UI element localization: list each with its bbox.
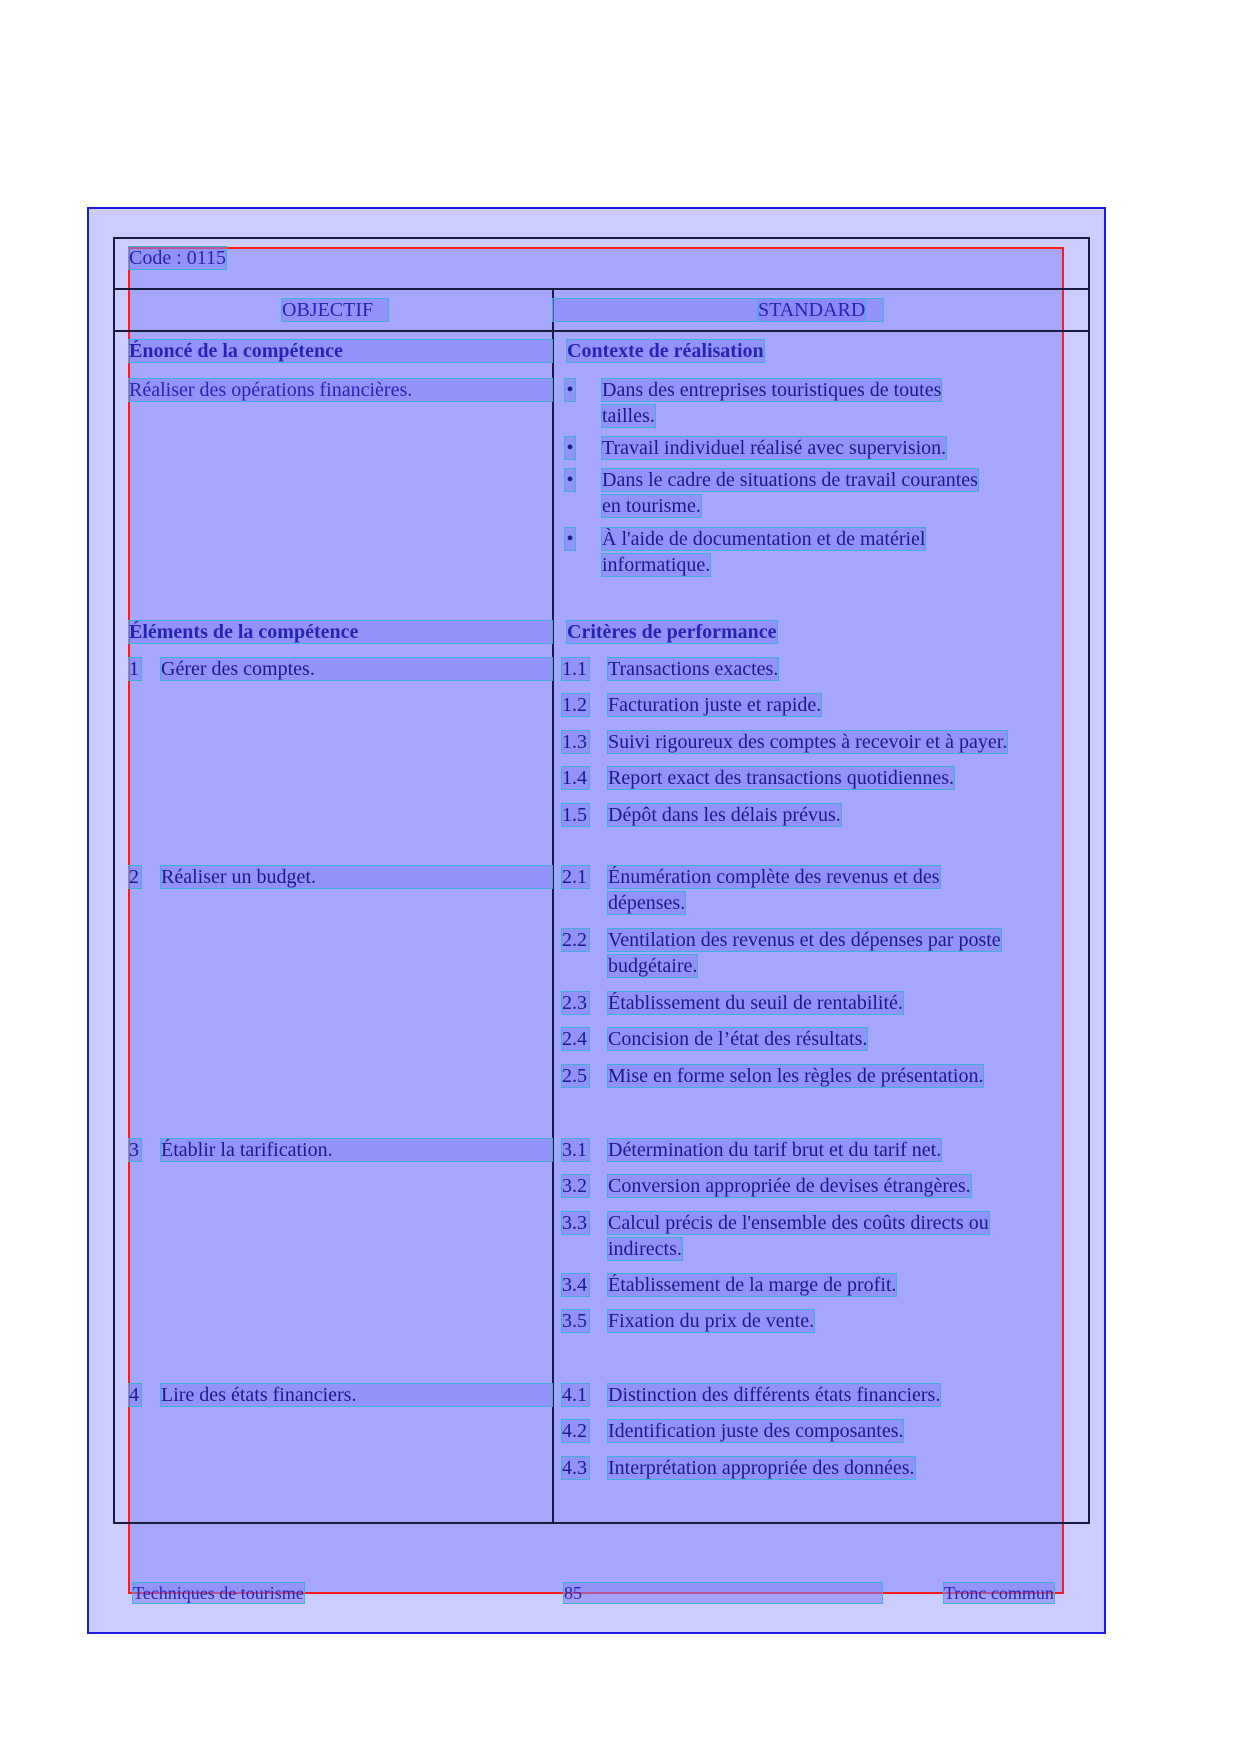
element-text: Lire des états financiers. bbox=[161, 1384, 552, 1406]
element-item bbox=[129, 1384, 552, 1408]
criterion-number: 1.4 bbox=[562, 767, 587, 789]
criterion-number: 3.1 bbox=[562, 1139, 587, 1161]
bullet-dot: • bbox=[566, 379, 574, 401]
criterion-text: Distinction des différents états financiers. bbox=[608, 1384, 941, 1406]
column-divider bbox=[552, 290, 554, 1523]
contexte-title: Contexte de réalisation bbox=[567, 340, 764, 362]
header-objectif: OBJECTIF bbox=[282, 299, 388, 321]
criterion-number: 3.4 bbox=[562, 1274, 587, 1296]
criterion-text: Interprétation appropriée des données. bbox=[608, 1457, 915, 1479]
table-border-left bbox=[113, 237, 115, 1524]
criterion-number: 1.2 bbox=[562, 694, 587, 716]
elements-title: Éléments de la compétence bbox=[129, 621, 552, 643]
bullet-text: Dans des entreprises touristiques de toutes bbox=[602, 379, 942, 401]
criterion-text: Transactions exactes. bbox=[608, 658, 779, 680]
criterion-text: Report exact des transactions quotidiennes. bbox=[608, 767, 955, 789]
criterion-number: 3.2 bbox=[562, 1175, 587, 1197]
element-item bbox=[129, 866, 552, 890]
bullet-text-continued: tailles. bbox=[602, 405, 655, 427]
footer-center: 85 bbox=[564, 1583, 882, 1603]
criterion-number: 3.3 bbox=[562, 1212, 587, 1234]
criterion-number: 2.4 bbox=[562, 1028, 587, 1050]
bullet-text-continued: en tourisme. bbox=[602, 495, 701, 517]
criterion-number: 4.2 bbox=[562, 1420, 587, 1442]
bullet-dot: • bbox=[566, 437, 574, 459]
table-border-right bbox=[1088, 237, 1090, 1524]
footer-left: Techniques de tourisme bbox=[133, 1583, 304, 1603]
bullet-text: Travail individuel réalisé avec supervision. bbox=[602, 437, 947, 459]
criterion-text: Calcul précis de l'ensemble des coûts directs ou bbox=[608, 1212, 989, 1234]
criterion-text: Concision de l’état des résultats. bbox=[608, 1028, 868, 1050]
criterion-text: Fixation du prix de vente. bbox=[608, 1310, 815, 1332]
header-standard: STANDARD bbox=[758, 299, 866, 321]
criterion-number: 4.1 bbox=[562, 1384, 587, 1406]
criterion-text: Énumération complète des revenus et des bbox=[608, 866, 940, 888]
criterion-text: Conversion appropriée de devises étrangères. bbox=[608, 1175, 971, 1197]
criterion-number: 1.3 bbox=[562, 731, 587, 753]
criterion-number: 2.3 bbox=[562, 992, 587, 1014]
footer-right: Tronc commun bbox=[944, 1583, 1054, 1603]
criterion-text-continued: indirects. bbox=[608, 1238, 682, 1260]
criterion-number: 2.2 bbox=[562, 929, 587, 951]
criterion-text: Mise en forme selon les règles de présentation. bbox=[608, 1065, 984, 1087]
code-label: Code : 0115 bbox=[129, 247, 227, 269]
element-number: 2 bbox=[129, 866, 139, 888]
criterion-number: 3.5 bbox=[562, 1310, 587, 1332]
enonce-text: Réaliser des opérations financières. bbox=[129, 379, 552, 401]
criterion-number: 2.5 bbox=[562, 1065, 587, 1087]
criterion-number: 4.3 bbox=[562, 1457, 587, 1479]
criterion-text: Suivi rigoureux des comptes à recevoir et à payer. bbox=[608, 731, 1008, 753]
element-number: 3 bbox=[129, 1139, 139, 1161]
criterion-text: Établissement du seuil de rentabilité. bbox=[608, 992, 903, 1014]
criterion-text: Détermination du tarif brut et du tarif net. bbox=[608, 1139, 942, 1161]
criterion-text: Identification juste des composantes. bbox=[608, 1420, 904, 1442]
bullet-dot: • bbox=[566, 469, 574, 491]
criterion-text: Facturation juste et rapide. bbox=[608, 694, 822, 716]
element-number: 4 bbox=[129, 1384, 139, 1406]
table-border-bottom bbox=[113, 1522, 1090, 1524]
criterion-text: Ventilation des revenus et des dépenses par poste bbox=[608, 929, 1001, 951]
criterion-text: Établissement de la marge de profit. bbox=[608, 1274, 897, 1296]
bullet-text-continued: informatique. bbox=[602, 554, 711, 576]
table-border-top bbox=[113, 237, 1090, 239]
criterion-text-continued: dépenses. bbox=[608, 892, 686, 914]
criterion-number: 2.1 bbox=[562, 866, 587, 888]
criteres-title: Critères de performance bbox=[567, 621, 777, 643]
criterion-text-continued: budgétaire. bbox=[608, 955, 698, 977]
criterion-number: 1.5 bbox=[562, 804, 587, 826]
enonce-title: Énoncé de la compétence bbox=[129, 340, 552, 362]
header-separator-bottom bbox=[113, 330, 1088, 332]
element-text: Établir la tarification. bbox=[161, 1139, 552, 1161]
criterion-text: Dépôt dans les délais prévus. bbox=[608, 804, 841, 826]
bullet-text: À l'aide de documentation et de matériel bbox=[602, 528, 926, 550]
bullet-dot: • bbox=[566, 528, 574, 550]
element-item bbox=[129, 1139, 552, 1163]
element-item bbox=[129, 658, 552, 682]
element-text: Réaliser un budget. bbox=[161, 866, 552, 888]
element-text: Gérer des comptes. bbox=[161, 658, 552, 680]
bullet-text: Dans le cadre de situations de travail courantes bbox=[602, 469, 978, 491]
criterion-number: 1.1 bbox=[562, 658, 587, 680]
header-separator-top bbox=[113, 288, 1088, 290]
element-number: 1 bbox=[129, 658, 139, 680]
